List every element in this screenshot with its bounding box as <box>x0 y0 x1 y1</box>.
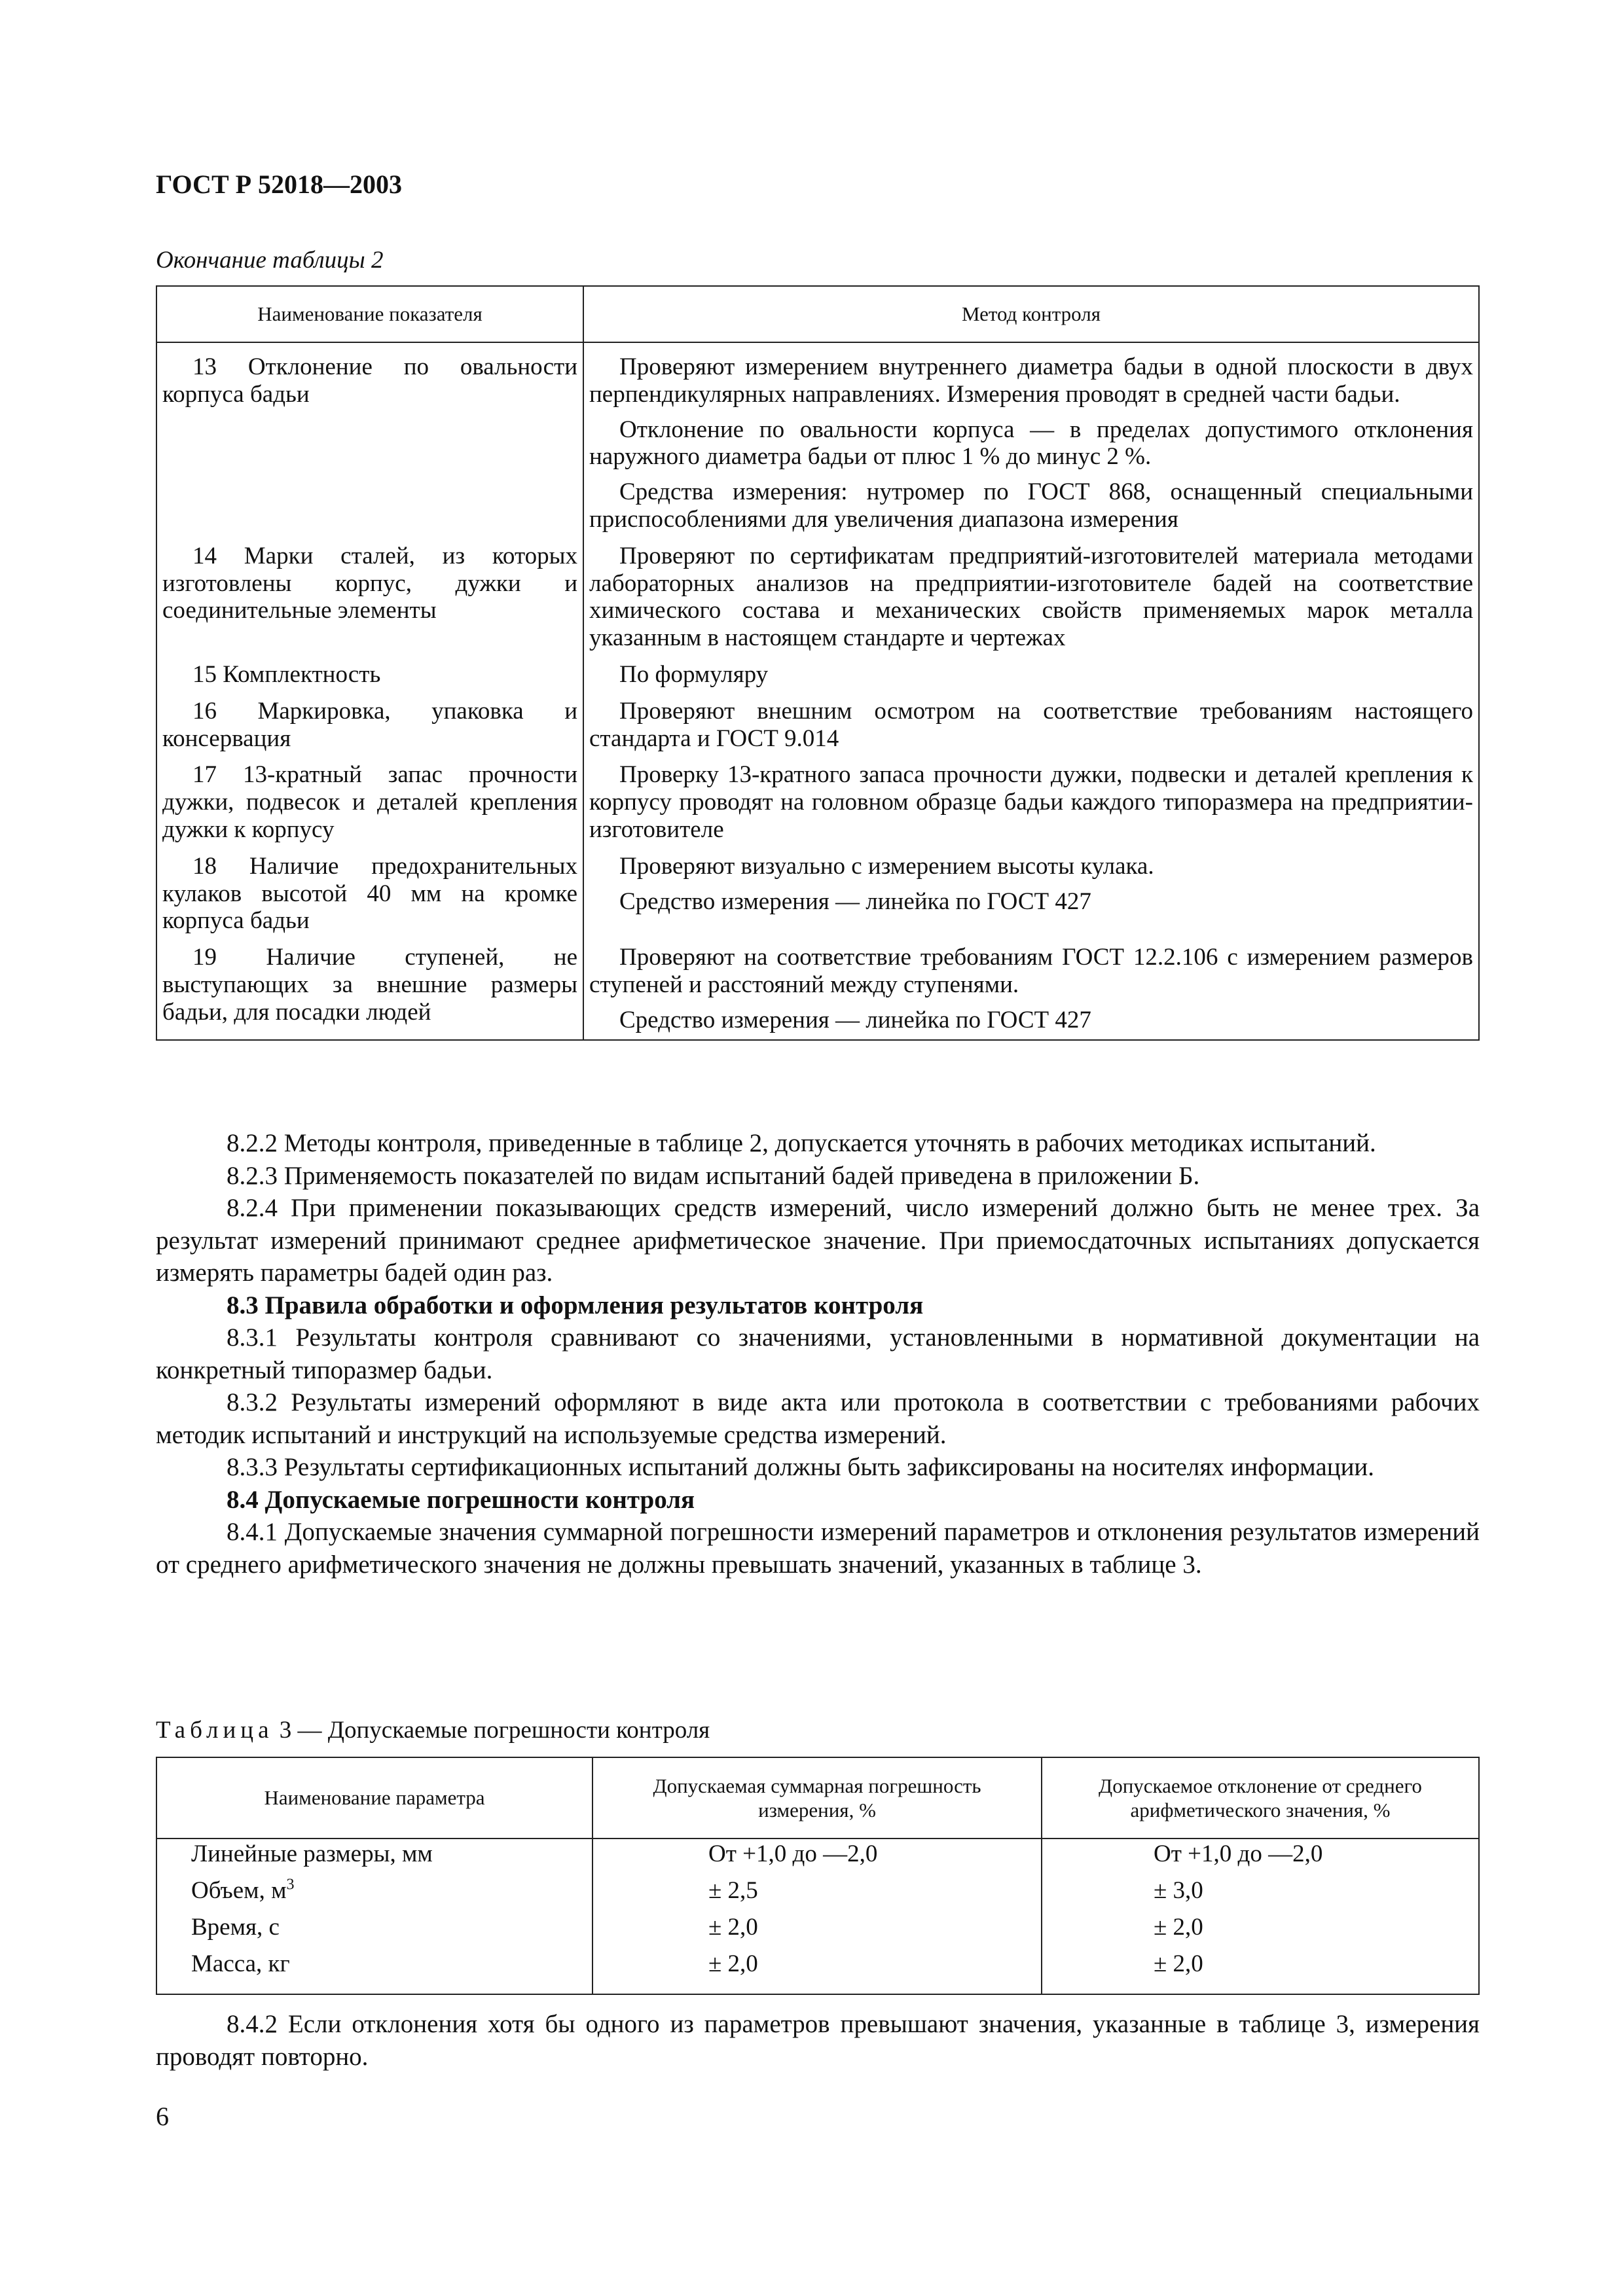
table-row <box>156 1949 1479 1994</box>
indicator-cell: 15 Комплектность <box>156 657 583 694</box>
column-header-error: Допускаемая суммарная погрешность измерения, % <box>593 1757 1042 1839</box>
method-cell: По формуляру <box>583 657 1479 694</box>
paragraph-8-4-2: 8.4.2 Если отклонения хотя бы одного из параметров превышают значения, указанные в таблице 3, измерения проводят повторно. <box>156 2010 1480 2071</box>
table-row <box>156 342 1479 539</box>
table-row <box>156 694 1479 758</box>
column-header-indicator: Наименование показателя <box>156 286 583 342</box>
heading-8-4: 8.4 Допускаемые погрешности контроля <box>227 1485 695 1514</box>
column-header-method: Метод контроля <box>583 286 1479 342</box>
parameter-cell: Линейные размеры, мм <box>156 1839 593 1876</box>
indicator-cell: 19 Наличие ступеней, не выступающих за внешние размеры бадьи, для посадки людей <box>156 940 583 1039</box>
table-row <box>156 539 1479 657</box>
paragraph-8-3-2: 8.3.2 Результаты измерений оформляют в виде акта или протокола в соответствии с требованиями рабочих методик испытаний и инструкций на используемые средства измерений. <box>156 1388 1480 1449</box>
parameter-cell: Масса, кг <box>156 1949 593 1994</box>
section-8-text-block <box>156 1127 1480 1581</box>
deviation-cell: ± 2,0 <box>1042 1949 1479 1994</box>
parameter-cell: Время, с <box>156 1912 593 1949</box>
indicator-cell: 14 Марки сталей, из которых изготовлены корпус, дужки и соединительные элементы <box>156 539 583 657</box>
table-row <box>156 1839 1479 1876</box>
table-2-caption: Окончание таблицы 2 <box>156 247 384 274</box>
indicator-cell: 17 13-кратный запас прочности дужки, подвесок и деталей крепления дужки к корпусу <box>156 757 583 848</box>
paragraph-8-2-3: 8.2.3 Применяемость показателей по видам испытаний бадей приведена в приложении Б. <box>227 1161 1200 1190</box>
indicator-cell: 18 Наличие предохранительных кулаков высотой 40 мм на кромке корпуса бадьи <box>156 849 583 940</box>
column-header-parameter: Наименование параметра <box>156 1757 593 1839</box>
table-3-caption-title: 3 — Допускаемые погрешности контроля <box>279 1717 710 1744</box>
page-number: 6 <box>156 2102 169 2131</box>
paragraph-8-4-1: 8.4.1 Допускаемые значения суммарной погрешности измерений параметров и отклонения результатов измерений от среднего арифметического значения не должны превышать значений, указанных в таблице 3. <box>156 1518 1480 1579</box>
paragraph-8-3-1: 8.3.1 Результаты контроля сравнивают со значениями, установленными в нормативной документации на конкретный типоразмер бадьи. <box>156 1323 1480 1384</box>
method-cell: Проверяют по сертификатам предприятий-изготовителей материала методами лабораторных анализов на предприятии-изготовителе бадей на соответствие химического состава и механических свойств применяемых марок металла указанным в настоящем стандарте и чертежах <box>583 539 1479 657</box>
table-row <box>156 849 1479 940</box>
method-cell: Проверяют на соответствие требованиям ГОСТ 12.2.106 с измерением размеров ступеней и расстояний между ступенями. Средство измерения — линейка по ГОСТ 427 <box>583 940 1479 1039</box>
table-2-header-row <box>156 286 1479 342</box>
table-3-caption <box>156 1716 710 1744</box>
method-cell: Проверяют внешним осмотром на соответствие требованиям настоящего стандарта и ГОСТ 9.014 <box>583 694 1479 758</box>
table-row <box>156 657 1479 694</box>
table-3-header-row <box>156 1757 1479 1839</box>
indicator-cell: 13 Отклонение по овальности корпуса бадьи <box>156 342 583 539</box>
method-cell: Проверку 13-кратного запаса прочности дужки, подвески и деталей крепления к корпусу проводят на головном образце бадьи каждого типоразмера на предприятии-изготовителе <box>583 757 1479 848</box>
table-3-caption-prefix: Таблица <box>156 1717 274 1744</box>
paragraph-8-2-4: 8.2.4 При применении показывающих средств измерений, число измерений должно быть не менее трех. За результат измерений принимают среднее арифметическое значение. При приемосдаточных испытаниях допускается измерять параметры бадей один раз. <box>156 1194 1480 1287</box>
error-cell: ± 2,0 <box>593 1949 1042 1994</box>
deviation-cell: ± 2,0 <box>1042 1912 1479 1949</box>
table-row <box>156 757 1479 848</box>
deviation-cell: От +1,0 до —2,0 <box>1042 1839 1479 1876</box>
table-row <box>156 1876 1479 1912</box>
table-3 <box>156 1757 1480 1995</box>
error-cell: ± 2,0 <box>593 1912 1042 1949</box>
table-row <box>156 1912 1479 1949</box>
deviation-cell: ± 3,0 <box>1042 1876 1479 1912</box>
paragraph-8-2-2: 8.2.2 Методы контроля, приведенные в таблице 2, допускается уточнять в рабочих методиках испытаний. <box>227 1129 1376 1157</box>
document-header: ГОСТ Р 52018—2003 <box>156 170 403 199</box>
error-cell: ± 2,5 <box>593 1876 1042 1912</box>
heading-8-3: 8.3 Правила обработки и оформления результатов контроля <box>227 1291 924 1319</box>
paragraph-8-3-3: 8.3.3 Результаты сертификационных испытаний должны быть зафиксированы на носителях информации. <box>227 1453 1375 1481</box>
method-cell: Проверяют измерением внутреннего диаметра бадьи в одной плоскости в двух перпендикулярных направлениях. Измерения проводят в средней части бадьи. Отклонение по овальности корпуса — в пределах допустимого отклонения наружного диаметра бадьи от плюс 1 % до минус 2 %. Средства измерения: нутромер по ГОСТ 868, оснащенный специальными приспособлениями для увеличения диапазона измерения <box>583 342 1479 539</box>
parameter-cell: Объем, $м^3$ <box>156 1876 593 1912</box>
error-cell: От +1,0 до —2,0 <box>593 1839 1042 1876</box>
indicator-cell: 16 Маркировка, упаковка и консервация <box>156 694 583 758</box>
table-2 <box>156 285 1480 1041</box>
method-cell: Проверяют визуально с измерением высоты кулака. Средство измерения — линейка по ГОСТ 427 <box>583 849 1479 940</box>
table-row <box>156 940 1479 1039</box>
column-header-deviation: Допускаемое отклонение от среднего арифметического значения, % <box>1042 1757 1479 1839</box>
closing-text-block <box>156 2008 1480 2073</box>
